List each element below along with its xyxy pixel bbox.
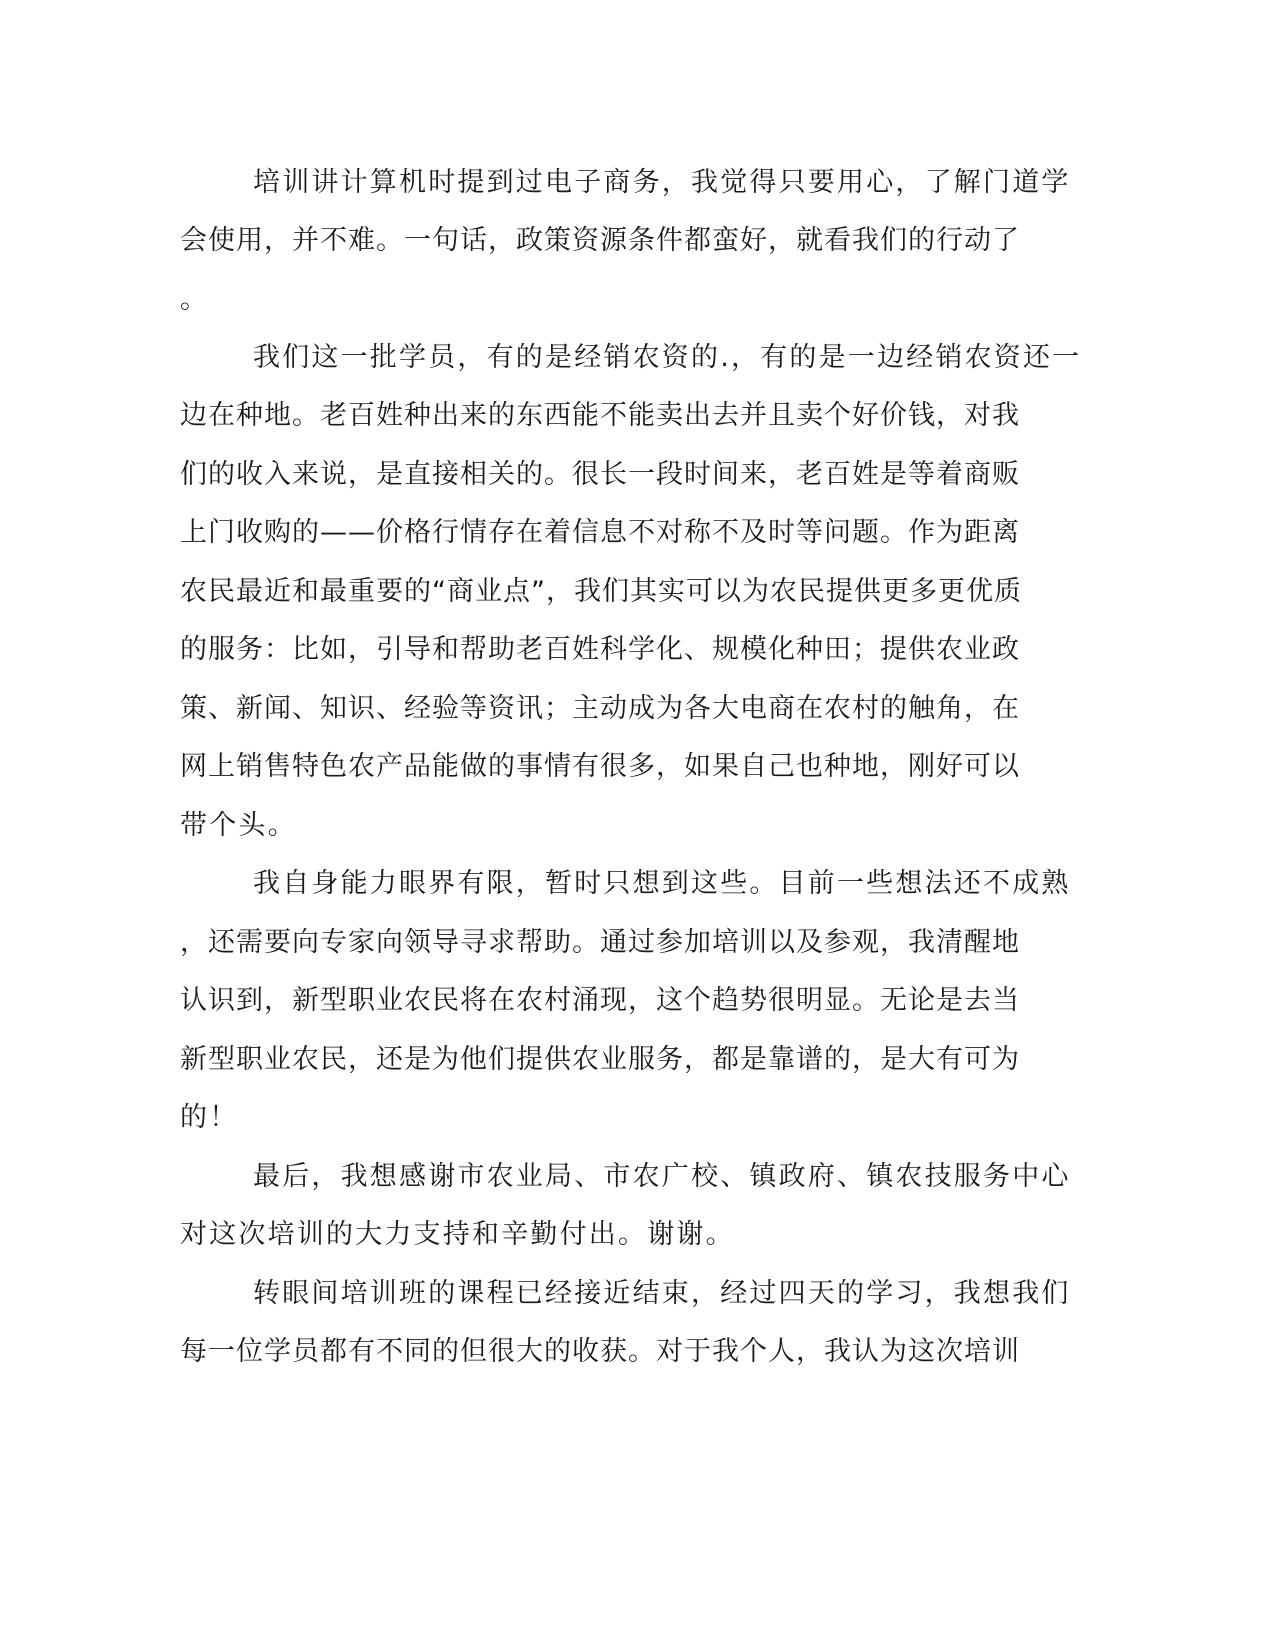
paragraph-line: 我自身能力眼界有限，暂时只想到这些。目前一些想法还不成熟 [253,868,1071,899]
paragraph-line: 对这次培训的大力支持和辛勤付出。谢谢。 [180,1219,735,1250]
paragraph-line: 的！ [180,1102,239,1133]
paragraph-line: 上门收购的——价格行情存在着信息不对称不及时等问题。作为距离 [180,517,1020,548]
paragraph-line: 农民最近和最重要的“商业点”，我们其实可以为农民提供更多更优质 [180,576,1022,607]
paragraph-line: 网上销售特色农产品能做的事情有很多，如果自己也种地，刚好可以 [180,751,1020,782]
paragraph-line: 策、新闻、知识、经验等资讯；主动成为各大电商在农村的触角，在 [180,693,1020,724]
paragraph-line: 每一位学员都有不同的但很大的收获。对于我个人，我认为这次培训 [180,1336,1020,1367]
paragraph-line: 们的收入来说，是直接相关的。很长一段时间来，老百姓是等着商贩 [180,459,1020,490]
paragraph-line: 认识到，新型职业农民将在农村涌现，这个趋势很明显。无论是去当 [180,985,1020,1016]
paragraph-line: 我们这一批学员，有的是经销农资的.，有的是一边经销农资还一 [253,342,1082,373]
paragraph-line: 新型职业农民，还是为他们提供农业服务，都是靠谱的，是大有可为 [180,1044,1020,1075]
paragraph-line: 转眼间培训班的课程已经接近结束，经过四天的学习，我想我们 [253,1278,1071,1309]
paragraph-line: ，还需要向专家向领导寻求帮助。通过参加培训以及参观，我清醒地 [180,927,1020,958]
paragraph-line: 。 [180,284,210,315]
paragraph-line: 会使用，并不难。一句话，政策资源条件都蛮好，就看我们的行动了 [180,225,1020,256]
paragraph-line: 边在种地。老百姓种出来的东西能不能卖出去并且卖个好价钱，对我 [180,400,1020,431]
paragraph-line: 培训讲计算机时提到过电子商务，我觉得只要用心，了解门道学 [253,167,1071,198]
paragraph-line: 的服务：比如，引导和帮助老百姓科学化、规模化种田；提供农业政 [180,634,1020,665]
paragraph-line: 带个头。 [180,810,297,841]
paragraph-line: 最后，我想感谢市农业局、市农广校、镇政府、镇农技服务中心 [253,1161,1071,1192]
